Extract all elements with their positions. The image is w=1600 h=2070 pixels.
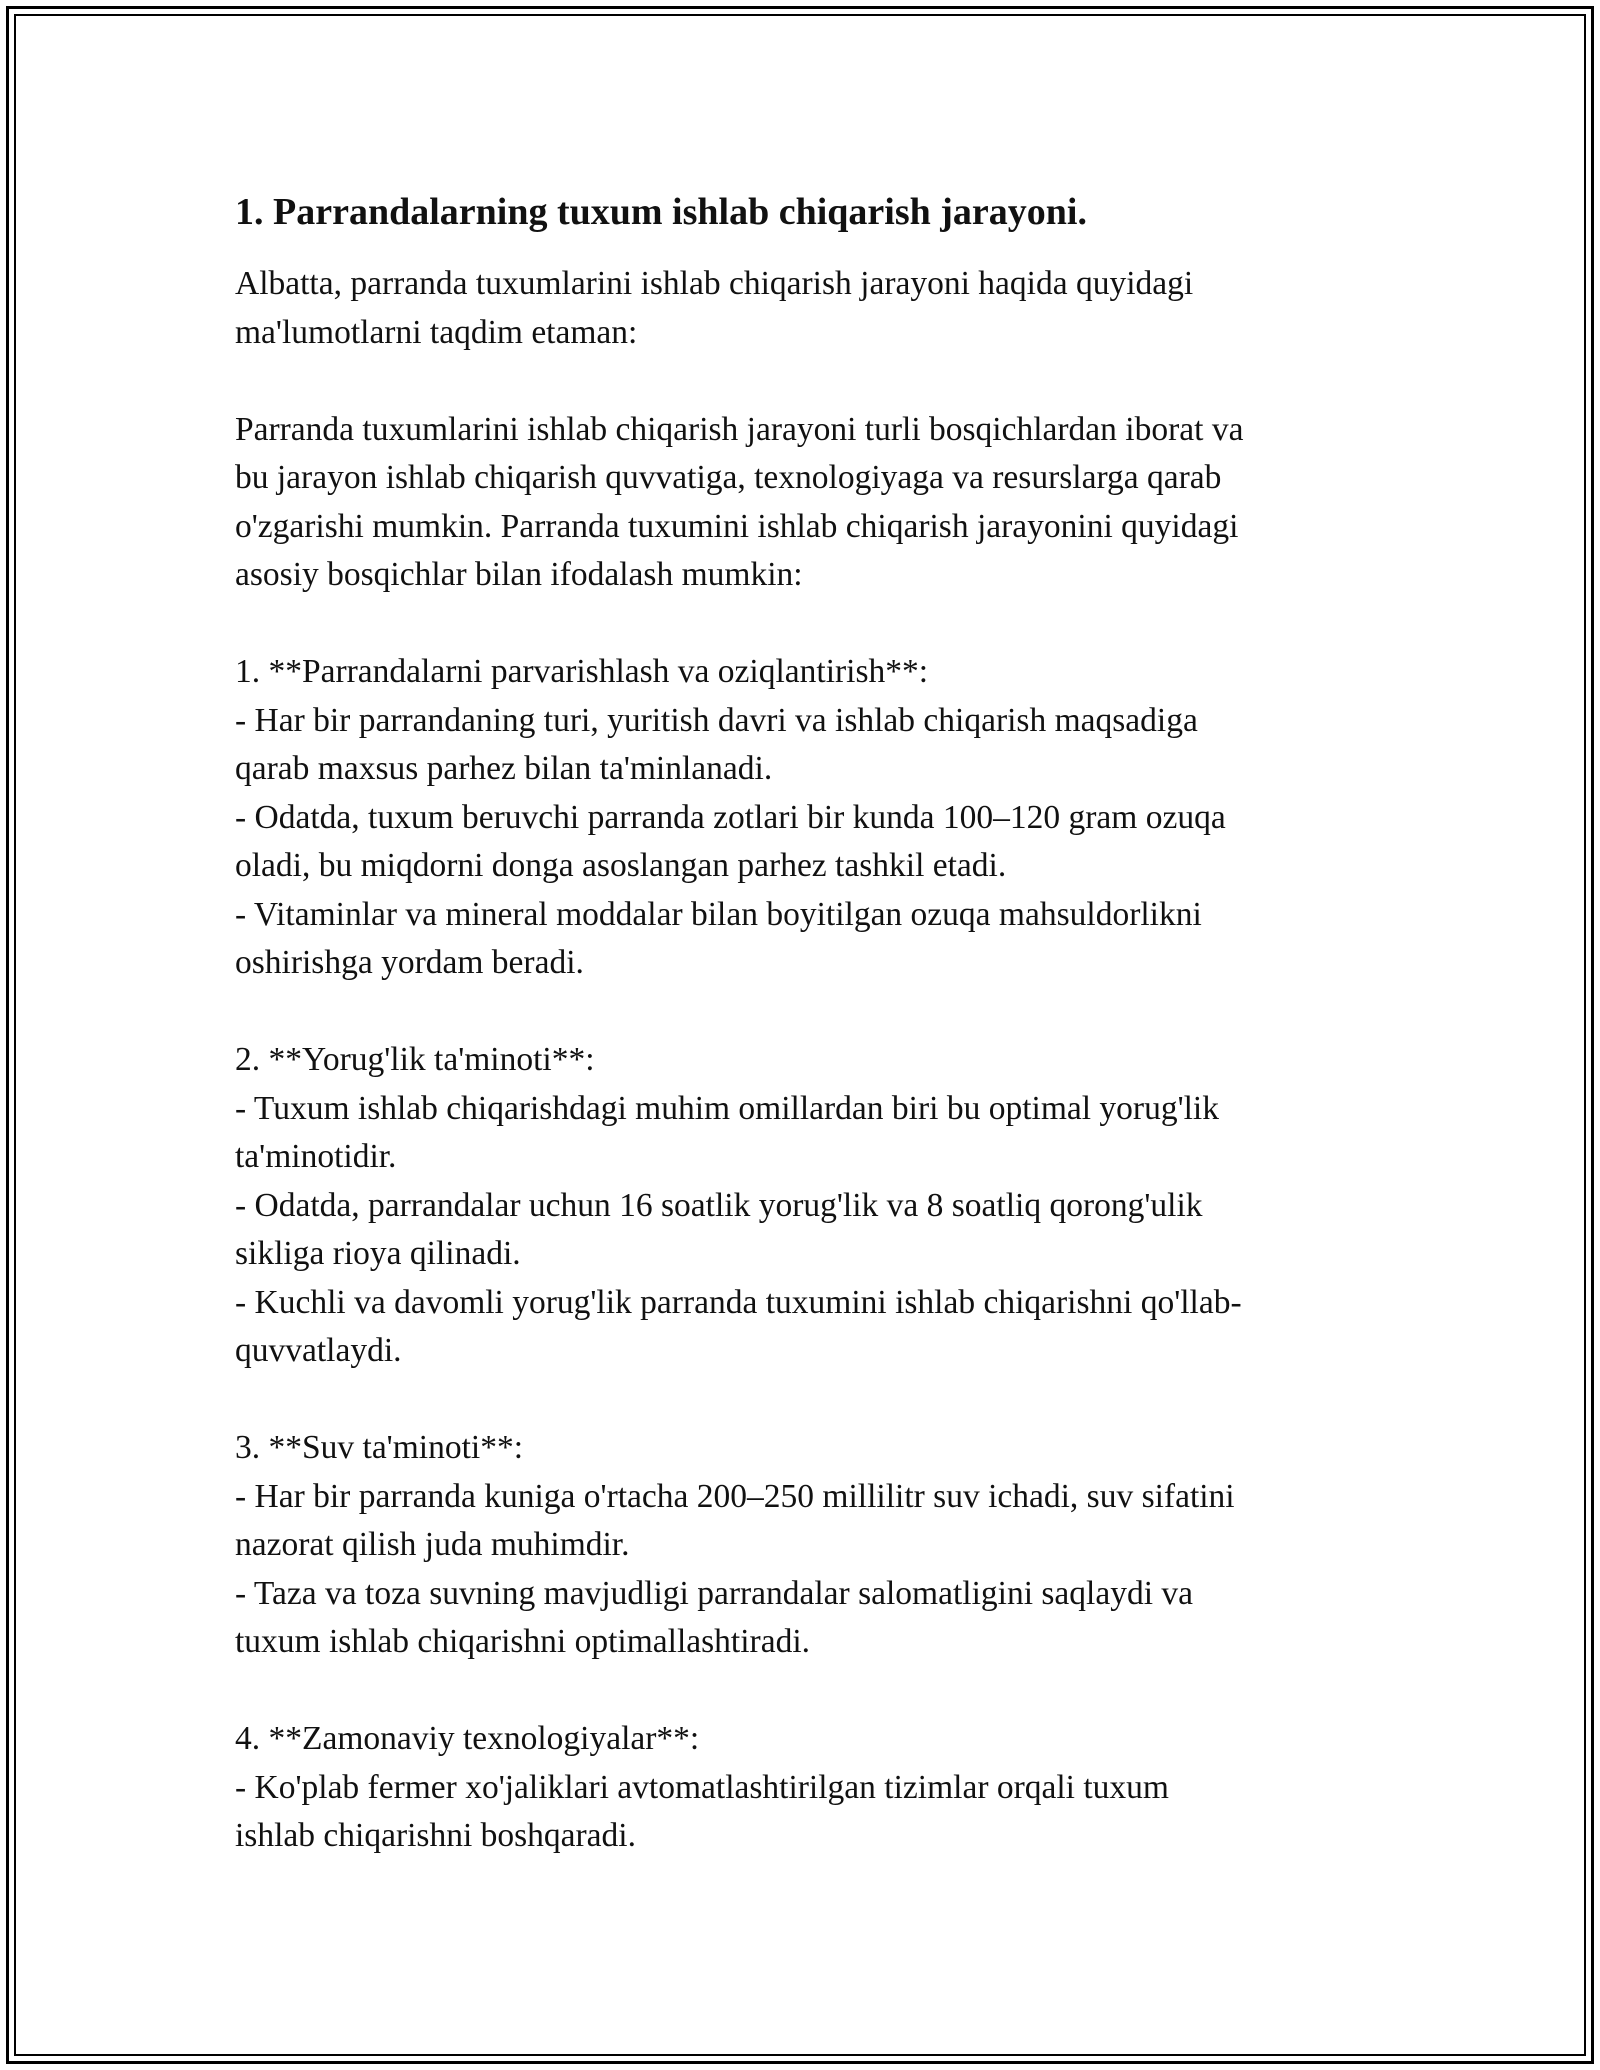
overview-paragraph: Parranda tuxumlarini ishlab chiqarish jarayoni turli bosqichlardan iborat va bu jarayon ishlab chiqarish quvvatiga, texnologiyaga va resurslarga qarab o'zgarishi mumkin. Parranda tuxumini ishlab chiqarish jarayonini quyidagi asosiy bosqichlar bilan ifodalash mumkin: (235, 410, 1244, 593)
document-title: 1. Parrandalarning tuxum ishlab chiqarish jarayoni. (235, 191, 1087, 233)
paragraph-spacer (235, 600, 1375, 649)
paragraph-spacer (235, 1667, 1375, 1716)
section-water: 3. **Suv ta'minoti**: - Har bir parranda kuniga o'rtacha 200–250 millilitr suv ichadi, suv sifatini nazorat qilish juda muhimdir. - Taza va toza suvning mavjudligi parrandalar salomatligini saqlaydi va tuxum ishlab chiqarishni optimallashtiradi. (235, 1429, 1235, 1660)
document-body (235, 186, 1375, 1861)
paragraph-spacer (235, 988, 1375, 1037)
section-feeding: 1. **Parrandalarni parvarishlash va oziqlantirish**: - Har bir parrandaning turi, yuritish davri va ishlab chiqarish maqsadiga qarab maxsus parhez bilan ta'minlanadi. - Odatda, tuxum beruvchi parranda zotlari bir kunda 100–120 gram ozuqa oladi, bu miqdorni donga asoslangan parhez tashkil etadi. - Vitaminlar va mineral moddalar bilan boyitilgan ozuqa mahsuldorlikni oshirishga yordam beradi. (235, 653, 1226, 981)
section-lighting: 2. **Yorug'lik ta'minoti**: - Tuxum ishlab chiqarishdagi muhim omillardan biri bu optimal yorug'lik ta'minotidir. - Odatda, parrandalar uchun 16 soatlik yorug'lik va 8 soatliq qorong'ulik sikliga rioya qilinadi. - Kuchli va davomli yorug'lik parranda tuxumini ishlab chiqarishni qo'llab- quvvatlaydi. (235, 1041, 1242, 1369)
paragraph-spacer (235, 1376, 1375, 1425)
paragraph-spacer (235, 357, 1375, 406)
section-technology: 4. **Zamonaviy texnologiyalar**: - Ko'plab fermer xo'jaliklari avtomatlashtirilgan tizimlar orqali tuxum ishlab chiqarishni boshqaradi. (235, 1720, 1169, 1854)
intro-paragraph: Albatta, parranda tuxumlarini ishlab chiqarish jarayoni haqida quyidagi ma'lumotlarni taqdim etaman: (235, 265, 1194, 351)
